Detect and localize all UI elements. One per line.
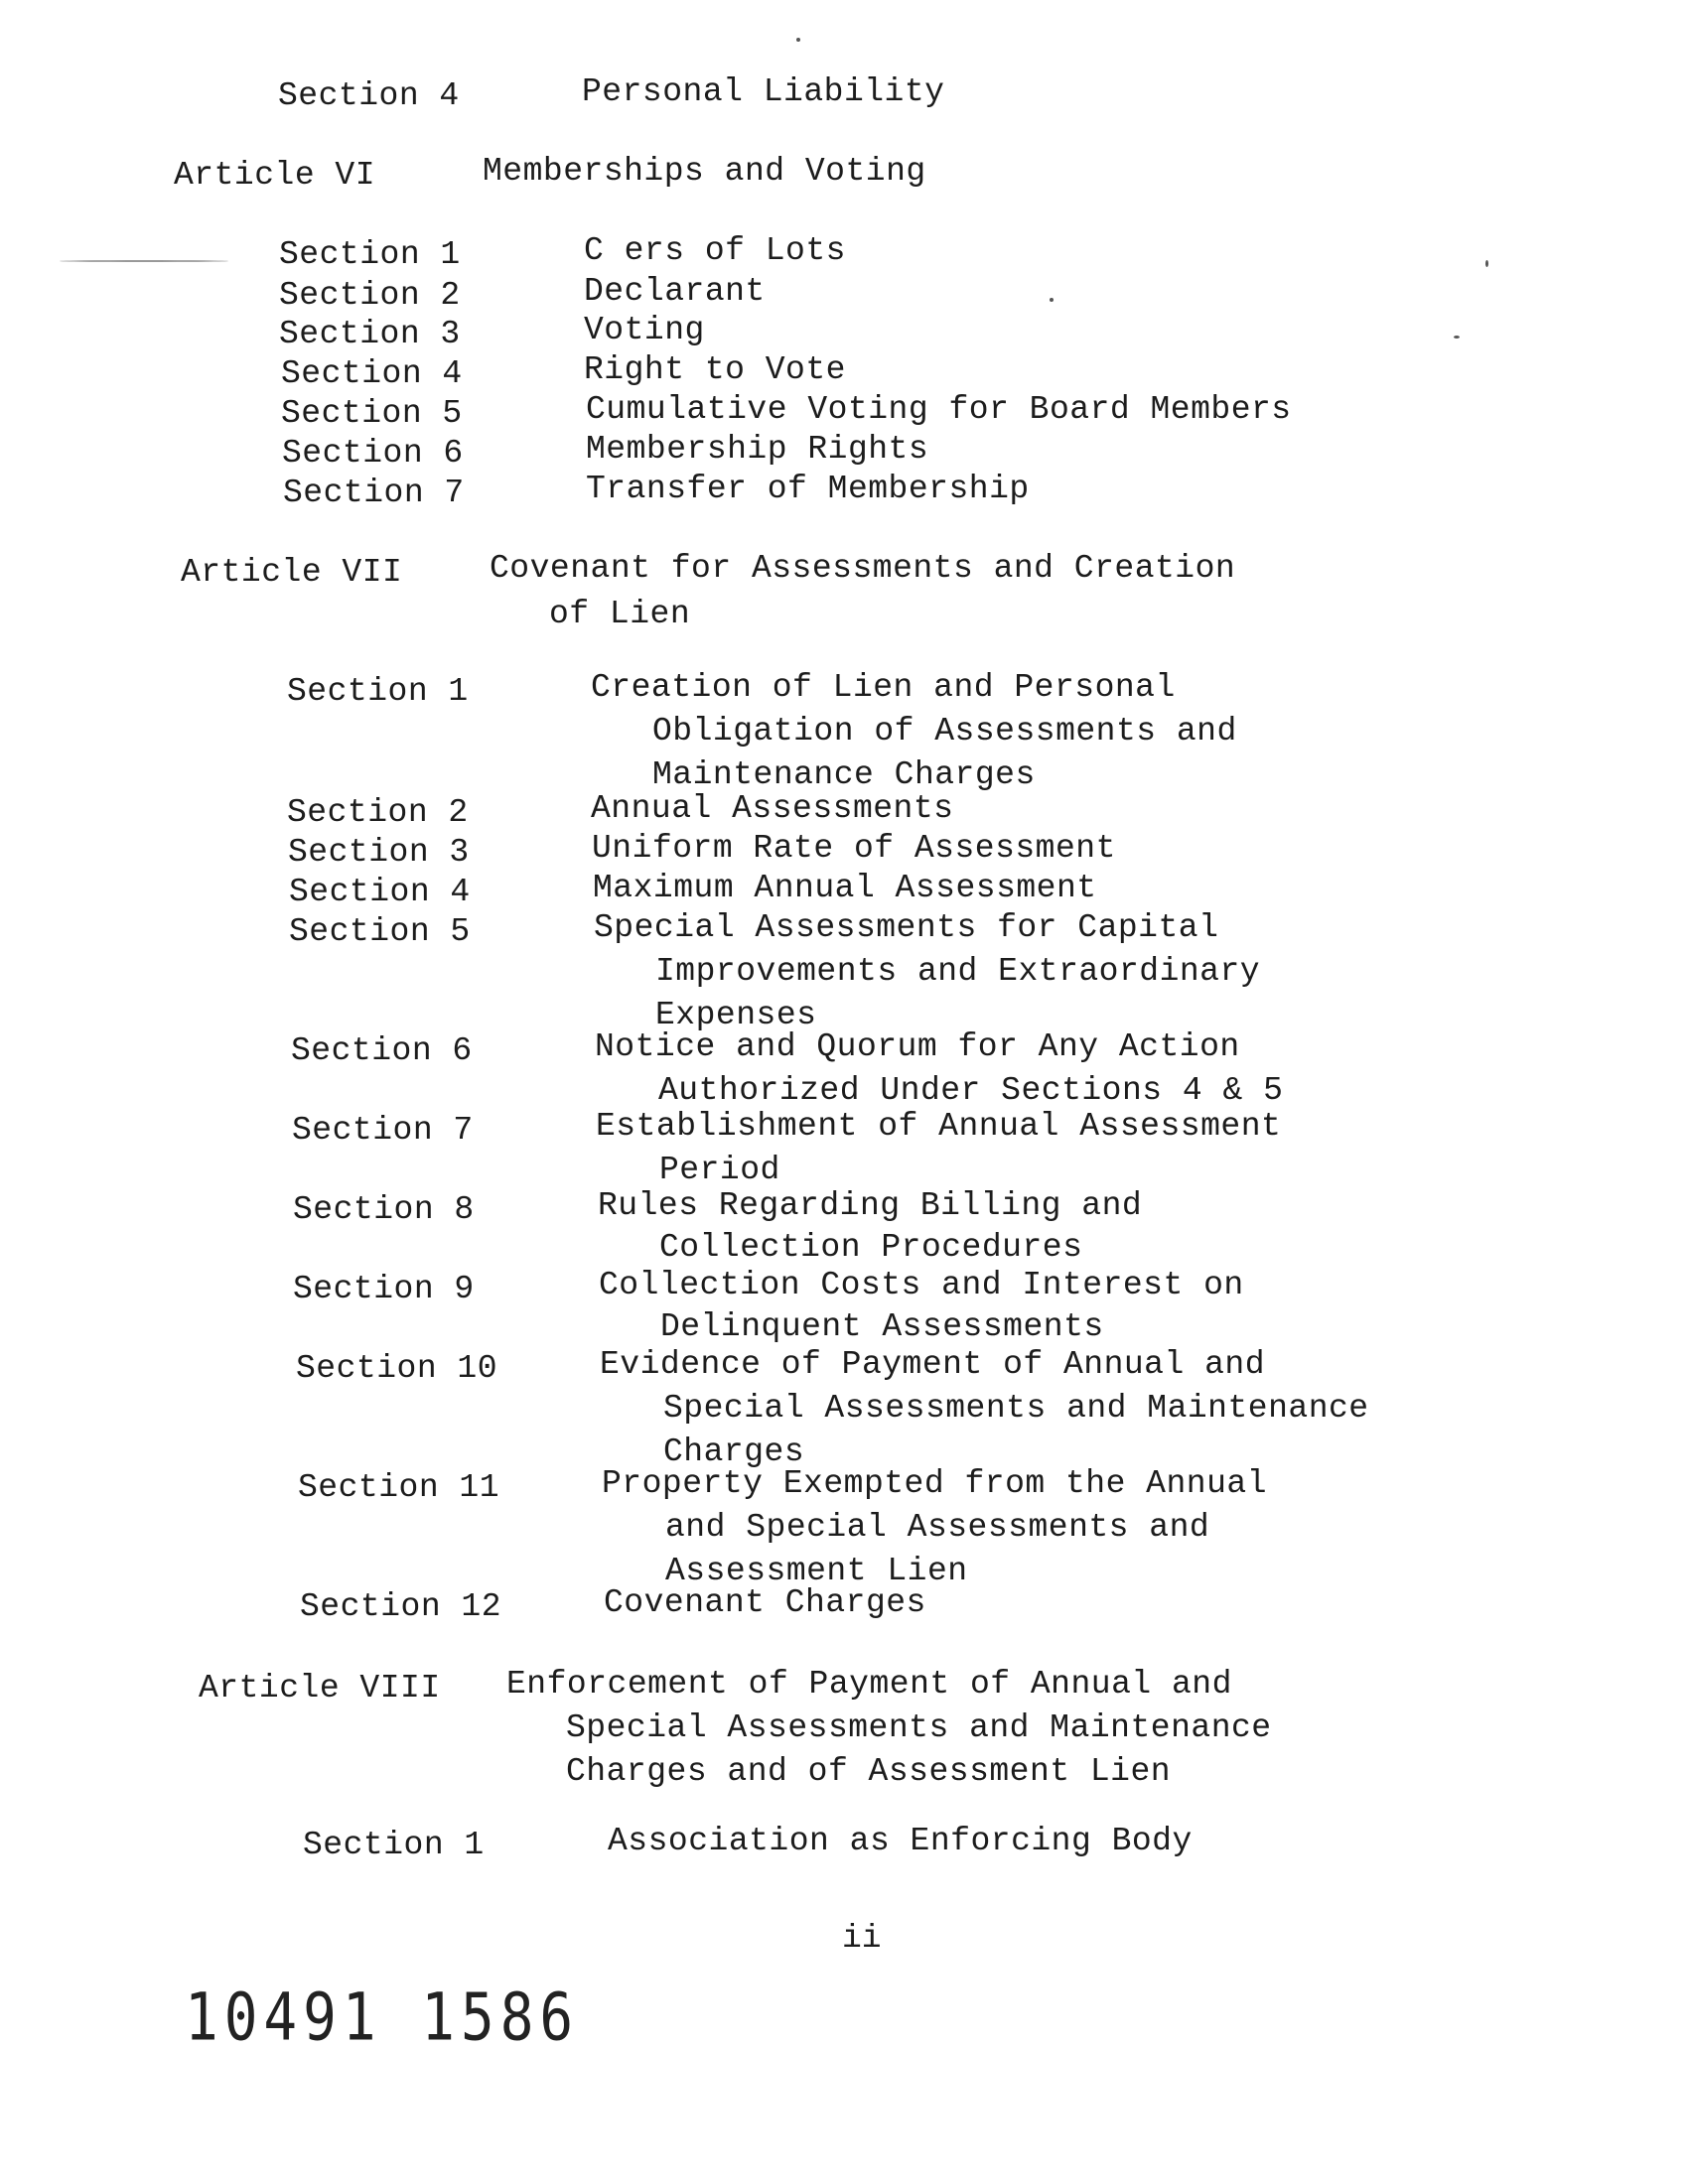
section-label: Section 9 <box>293 1271 475 1307</box>
title-continuation: Charges <box>663 1433 805 1470</box>
section-label: Section 4 <box>278 77 460 114</box>
section-label: Section 1 <box>279 236 461 273</box>
section-title: Collection Costs and Interest on <box>599 1267 1244 1303</box>
section-label: Section 7 <box>283 475 465 511</box>
article-label: Article VI <box>174 157 376 194</box>
section-title: Right to Vote <box>584 351 846 388</box>
title-continuation: Period <box>659 1152 780 1188</box>
scan-smudge <box>60 260 228 262</box>
title-continuation: Charges and of Assessment Lien <box>566 1753 1172 1790</box>
article-title: Memberships and Voting <box>483 153 926 190</box>
title-continuation: Delinquent Assessments <box>660 1308 1104 1345</box>
section-label: Section 3 <box>288 834 470 871</box>
section-title: Property Exempted from the Annual <box>602 1465 1268 1502</box>
title-continuation: Special Assessments and Maintenance <box>566 1709 1272 1746</box>
section-title: C ers of Lots <box>584 232 846 269</box>
section-title: Association as Enforcing Body <box>608 1823 1193 1859</box>
section-label: Section 2 <box>287 794 469 831</box>
article-title: Covenant for Assessments and Creation <box>490 550 1236 587</box>
scan-speck <box>796 38 800 42</box>
title-continuation: of Lien <box>549 596 691 632</box>
section-label: Section 11 <box>298 1469 500 1506</box>
section-label: Section 1 <box>303 1827 485 1863</box>
section-title: Creation of Lien and Personal <box>591 669 1176 706</box>
recording-stamp: 10491 1586 <box>185 1979 580 2056</box>
section-title: Maximum Annual Assessment <box>593 870 1097 906</box>
title-continuation: Assessment Lien <box>665 1553 968 1589</box>
section-title: Covenant Charges <box>604 1584 926 1621</box>
section-label: Section 6 <box>291 1032 473 1069</box>
section-title: Cumulative Voting for Board Members <box>586 391 1292 428</box>
scan-speck <box>1454 336 1460 339</box>
scan-speck <box>1050 298 1054 302</box>
title-continuation: Obligation of Assessments and <box>652 713 1237 750</box>
section-label: Section 3 <box>279 316 461 352</box>
title-continuation: Maintenance Charges <box>652 756 1036 793</box>
section-label: Section 4 <box>281 355 463 392</box>
page-number: ii <box>842 1920 882 1957</box>
section-label: Section 5 <box>281 395 463 432</box>
section-label: Section 1 <box>287 673 469 710</box>
section-label: Section 10 <box>296 1350 498 1387</box>
article-label: Article VII <box>181 554 403 591</box>
section-label: Section 4 <box>289 874 471 910</box>
section-label: Section 12 <box>300 1588 502 1625</box>
article-title: Enforcement of Payment of Annual and <box>506 1666 1232 1703</box>
article-label: Article VIII <box>199 1670 441 1706</box>
section-title: Personal Liability <box>582 73 945 110</box>
title-continuation: and Special Assessments and <box>665 1509 1210 1546</box>
section-label: Section 2 <box>279 277 461 314</box>
section-title: Annual Assessments <box>591 790 954 827</box>
section-label: Section 6 <box>282 435 464 472</box>
section-title: Transfer of Membership <box>586 471 1030 507</box>
section-label: Section 7 <box>292 1112 474 1149</box>
section-label: Section 8 <box>293 1191 475 1228</box>
section-label: Section 5 <box>289 913 471 950</box>
section-title: Special Assessments for Capital <box>594 909 1219 946</box>
title-continuation: Expenses <box>655 997 817 1033</box>
section-title: Rules Regarding Billing and <box>598 1187 1143 1224</box>
section-title: Establishment of Annual Assessment <box>596 1108 1282 1145</box>
section-title: Membership Rights <box>586 431 929 468</box>
title-continuation: Special Assessments and Maintenance <box>663 1390 1369 1427</box>
scan-speck <box>1485 260 1488 267</box>
section-title: Voting <box>584 312 705 348</box>
section-title: Evidence of Payment of Annual and <box>600 1346 1266 1383</box>
title-continuation: Improvements and Extraordinary <box>655 953 1261 990</box>
section-title: Notice and Quorum for Any Action <box>595 1028 1240 1065</box>
section-title: Declarant <box>584 273 766 310</box>
section-title: Uniform Rate of Assessment <box>592 830 1116 867</box>
title-continuation: Collection Procedures <box>659 1229 1083 1266</box>
title-continuation: Authorized Under Sections 4 & 5 <box>658 1072 1284 1109</box>
